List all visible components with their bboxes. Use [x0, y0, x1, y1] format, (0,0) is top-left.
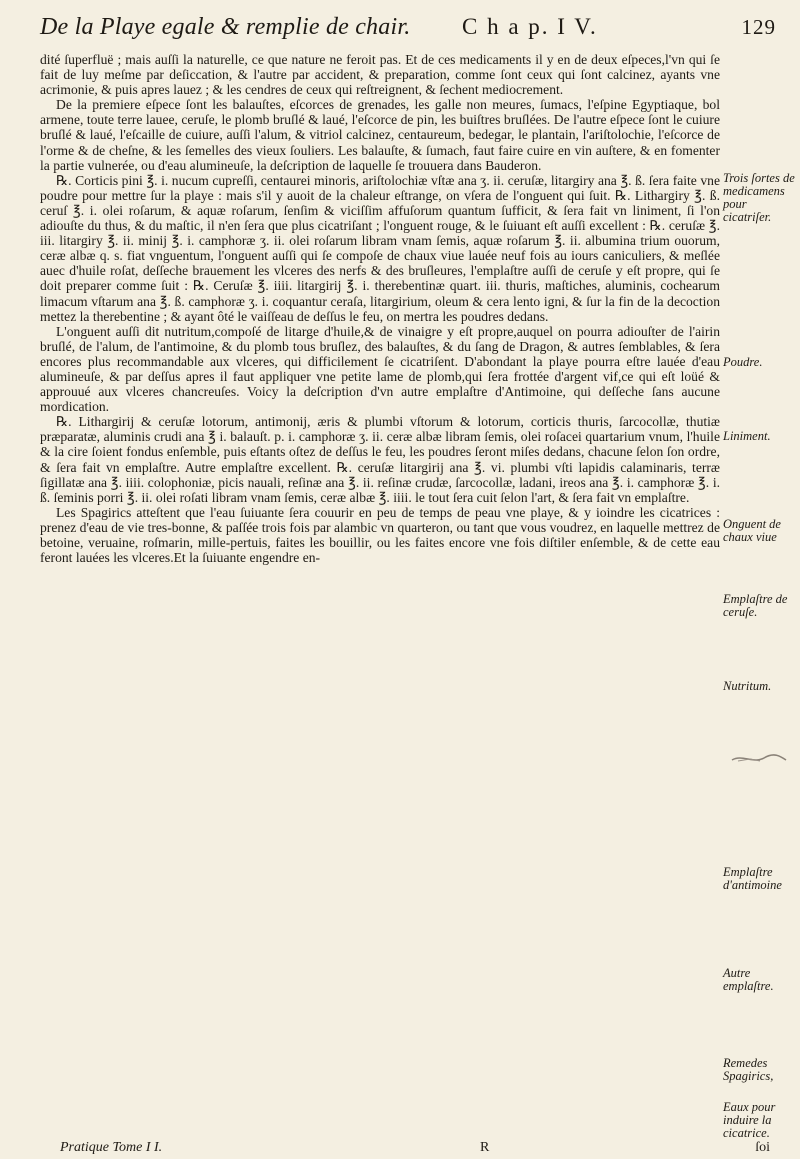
hand-drawn-mark-icon	[730, 753, 788, 765]
paragraph: L'onguent auſſi dit nutritum,compoſé de litarge d'huile,& de vinaigre y eſt propre,auquel on pourra adiouſter de l'airin bruſlé, de l'alum, de l'antimoine, & du plomb tous bruſlez, des balauſtes, & du ſang de Dragon, & autres ſemblables, & ſera encores plus recommandable aux vlceres, qui difficilement ſe cicatriſent. D'abondant la playe pourra eſtre lauée d'eau alumineuſe, & par deſſus apres il faut appliquer vne petite lame de plomb,qui ſera frottée d'argent vif,ce qui eſt loüé & approuué aux vlceres chancreuſes. Voicy la deſcription d'vn autre emplaſtre d'Antimoine, qui deſſeche ſans aucune mordication.	[40, 323, 720, 415]
margin-note: Poudre.	[723, 355, 763, 369]
margin-note: Liniment.	[723, 429, 771, 443]
margin-note: Nutritum.	[723, 679, 772, 693]
paragraph: Les Spagirics atteſtent que l'eau ſuiuante ſera couurir en peu de temps de peau vne playe, & y ioindre les cicatrices : prenez d'eau de vie tres-bonne, & paſſée trois fois par alambic vn quarteron, ou tant que vous voudrez, en laquelle mettrez de betoine, veruaine, roſmarin, mille-pertuis, faites les bouillir, ou les faites encore vne fois diſtiler enſemble, & de cette eau feront lauées les vlceres.Et la ſuiuante engendre en-	[40, 504, 720, 566]
body-text	[40, 52, 720, 565]
margin-note: Onguent de chaux viue	[723, 517, 781, 544]
paragraph: dité ſuperfluë ; mais auſſi la naturelle, ce que nature ne feroit pas. Et de ces medicaments il y en de deux eſpeces,l'vn qui ſe fait de luy meſme par deſiccation, & l'autre par accident, & preparation, comme ſont ceux qui ſont calcinez, ayants vne acrimonie, & puis apres lauez ; & les cendres de ceux qui reſtreignent, & ſechent mediocrement.	[40, 52, 720, 98]
signature-mark: R	[480, 1140, 490, 1155]
margin-note: Emplaſtre de ceruſe.	[723, 592, 788, 619]
chapter-label: C h a p. I V.	[462, 14, 598, 39]
paragraph: De la premiere eſpece ſont les balauſtes, eſcorces de grenades, les galle non meures, ſumacs, l'eſpine Egyptiaque, bol armene, toute terre lauee, ceruſe, le plomb bruſlé & laué, l'eſcorce de pin, les buiſtres bruſlées. De l'autre eſpece ſont le cuiure bruſlé & laué, l'eſcaille de cuiure, auſſi l'alum, & vitriol calcinez, centaureum, bedegar, le plantain, l'ariſtolochie, l'eſcorce de l'orme & de cheſne, & les ſemelles des vieux ſouliers. Les balauſte, & ſumach, faut faire cuire en vin auſtere, & en fomenter la partie vulnerée, ou d'eau alumineuſe, la deſcription de laquelle ſe trouuera dans Bauderon.	[40, 97, 720, 173]
margin-note: Autre emplaſtre.	[723, 966, 774, 993]
margin-note: Trois ſortes de medicamens pour cicatriſer.	[723, 171, 795, 224]
page-header	[40, 14, 780, 44]
margin-note: Eaux pour induire la cicatrice.	[723, 1100, 776, 1140]
margin-note: Remedes Spagirics,	[723, 1056, 774, 1083]
paragraph: ℞. Lithargirij & ceruſæ lotorum, antimonij, æris & plumbi vſtorum & lotorum, corticis thuris, ſarcocollæ, thutiæ præparatæ, aluminis crudi ana ℥ i. balauſt. p. i. camphoræ ʒ. ii. ceræ albæ libram ſemis, olei roſacei quartarium vnum, l'huile & la cire ſoient fondus enſemble, puis eſtants oſtez de deſſus le feu, les poudres ſeront miſes dedans, chacune ſelon ſon ordre, & ſera fait vn emplaſtre. Autre emplaſtre excellent. ℞. ceruſæ litargirij ana ℥. vi. plumbi vſti lapidis calaminaris, terræ ſigillatæ ana ℥. iiii. colophoniæ, picis nauali, reſinæ ana ℥. ii. reſinæ crudæ, ſarcocollæ, ladani, ireos ana ℥. i. camphoræ ℥. i. ß. ſeminis porri ℥. ii. olei roſati libram vnam ſemis, ceræ albæ ℥. iiii. le tout ſera cuit ſelon l'art, & ſera fait vn emplaſtre.	[40, 414, 720, 505]
catchword: ſoi	[755, 1140, 770, 1155]
running-title: De la Playe egale & remplie de chair.	[40, 14, 411, 40]
paragraph: ℞. Corticis pini ℥. i. nucum cupreſſi, centaurei minoris, ariſtolochiæ vſtæ ana ʒ. ii. ceruſæ, litargiry ana ℥. ß. ſera faite vne poudre pour mettre ſur la playe : mais s'il y auoit de la chaleur eſtrange, on vſera de l'onguent qui ſuit. ℞. Lithargiry ℥. ß. ceruſ ℥. i. olei roſarum, & aquæ roſarum, ſenſim & viciſſim affuſorum quantum ſufficit, & ſera fait vn liniment, ſi l'on adiouſte du thus, & du maſtic, il n'en ſera que plus cicatriſant ; l'onguent rouge, & le ſuiuant eſt auſſi excellent : ℞. ceruſæ ℥. iii. litargiry ℥. ii. minij ℥. i. camphoræ ʒ. ii. olei roſarum libram vnam ſemis, aquæ roſarum ℥. ii. albumina trium ouorum, ceræ albæ q. s. fiat vnguentum, l'onguent auſſi qui ſe compoſe de chaux viue lauée neuf fois au iours caniculiers, & meſlée auec d'huile roſat, deſſeche brauement les vlceres des nerfs & des bruſleures, l'emplaſtre auſſi de ceruſe y eſt propre, qui ſe doit preparer comme ſuit : ℞. Ceruſæ ℥. iiii. litargirij ℥. i. therebentinæ quart. iii. thuris, maſtiches, aluminis, cochearum limacum vſtarum ana ℥. ß. camphoræ ʒ. i. coquantur ceraſa, litargirium, oleum & cera lento igni, & ſur la fin de la decoction mettez la therebentine ; & ayant ôté le vaiſſeau de deſſus le feu, on mertra les poudres dedans.	[40, 172, 720, 324]
page-number: 129	[741, 15, 776, 39]
margin-note: Emplaſtre d'antimoine	[723, 865, 782, 892]
page-footer	[60, 1140, 770, 1158]
footer-volume: Pratique Tome I I.	[60, 1140, 163, 1155]
